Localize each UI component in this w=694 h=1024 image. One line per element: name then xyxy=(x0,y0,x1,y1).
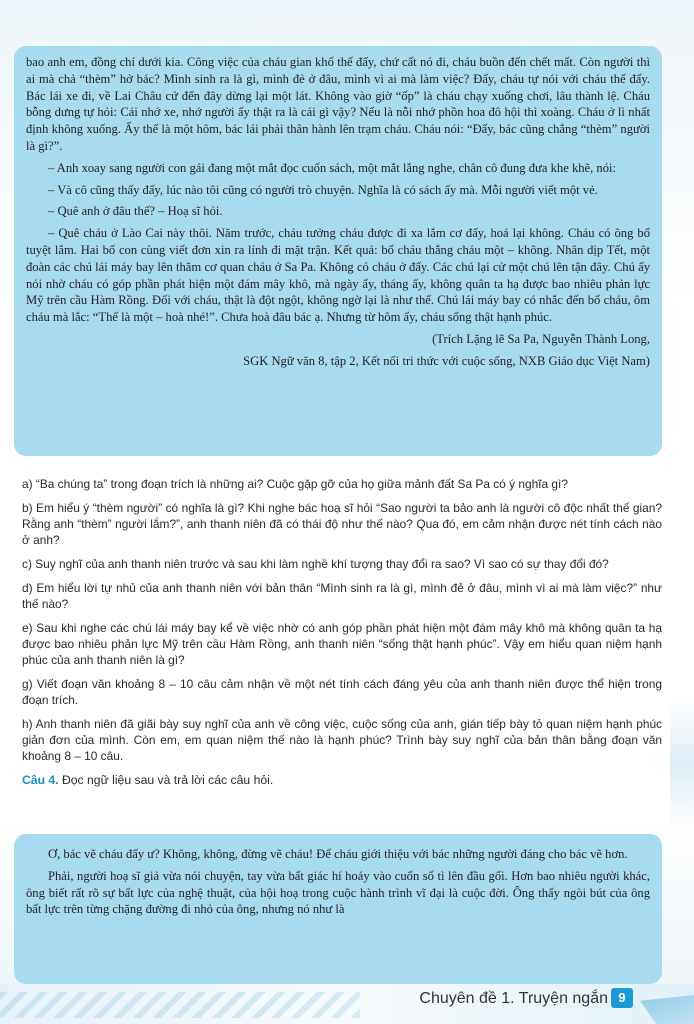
question-4-heading xyxy=(22,772,662,788)
passage-paragraph: bao anh em, đồng chí dưới kia. Công việc của cháu gian khổ thế đấy, chứ cất nó đi, cháu buồn đến chết mất. Còn người thì ai mà chả “thèm” hở bác? Mình sinh ra là gì, mình đẻ ở đâu, mình vì ai mà làm việc? Đấy, cháu tự nói với cháu thế đấy. Bác lái xe đi, về Lai Châu cứ đến đây dừng lại một lát. Không vào giờ “ốp” là cháu chạy xuống chơi, lâu thành lệ. Cháu bỗng dưng tự hỏi: Cái nhớ xe, nhớ người ấy thật ra là cái gì vậy? Nếu là nỗi nhớ phồn hoa đô hội thì xoàng. Cháu ở lì nhất định không xuống. Ấy thế là một hôm, bác lái phải thân hành lên trạm cháu. Cháu nói: “Đấy, bác cũng chẳng “thèm” người là gì?”. xyxy=(26,55,650,153)
passage-box-2 xyxy=(14,834,662,984)
passage-box-1 xyxy=(14,46,662,456)
question-g: g) Viết đoạn văn khoảng 8 – 10 câu cảm nhận về một nét tính cách đáng yêu của anh thanh niên được thể hiện trong đoạn trích. xyxy=(22,677,662,707)
question-b: b) Em hiểu ý “thèm người” có nghĩa là gì? Khi nghe bác hoạ sĩ hỏi “Sao người ta bảo anh là người cô độc nhất thế gian? Rằng anh “thèm” người lắm?”, anh thanh niên đã có thái độ như thế nào? Qua đó, em cảm nhận được nét tính cách nào ở anh? xyxy=(22,501,662,547)
source-citation-line1: (Trích Lặng lẽ Sa Pa, Nguyễn Thành Long, xyxy=(432,331,650,346)
source-citation-line2: SGK Ngữ văn 8, tập 2, Kết nối tri thức với cuộc sống, NXB Giáo dục Việt Nam) xyxy=(243,353,650,368)
question-d: d) Em hiểu lời tự nhủ của anh thanh niên với bản thân “Mình sinh ra là gì, mình đẻ ở đâu, mình vì ai mà làm việc?” như thế nào? xyxy=(22,581,662,611)
passage-paragraph: – Quê anh ở đâu thế? – Hoạ sĩ hỏi. xyxy=(48,204,223,219)
page-number: 9 xyxy=(611,988,633,1008)
question-4-label: Câu 4. xyxy=(22,773,59,787)
passage-paragraph: – Quê cháu ở Lào Cai này thôi. Năm trước, cháu tưởng cháu được đi xa lắm cơ đấy, hoá lại không. Cháu có ông bố tuyệt lắm. Hai bố con cùng viết đơn xin ra lính đi mặt trận. Kết quả: bố cháu thắng cháu một – không. Nhân dịp Tết, một đoàn các chú lái máy bay lên thăm cơ quan cháu ở Sa Pa. Không có cháu ở đấy. Các chú lại cử một chú lên tận đây. Chú ấy nói nhờ cháu có góp phần phát hiện một đám mây khô, mà ngày ấy, tháng ấy, không quân ta hạ được bao nhiêu phản lực Mỹ trên cầu Hàm Rồng. Đối với cháu, thật là đột ngột, không ngờ lại là như thế. Chú lái máy bay có nhắc đến bố cháu, ôm cháu mà lắc: “Thế là một – hoà nhé!”. Chưa hoà đâu bác ạ. Nhưng từ hôm ấy, cháu sống thật hạnh phúc. xyxy=(26,226,650,325)
question-c: c) Suy nghĩ của anh thanh niên trước và sau khi làm nghề khí tượng thay đổi ra sao? Vì sao có sự thay đổi đó? xyxy=(22,557,609,571)
passage-paragraph: Phải, người hoạ sĩ giả vừa nói chuyện, tay vừa bất giác hí hoáy vào cuốn sổ tì lên đầu gối. Hơn bao nhiêu người khác, ông biết rất rõ sự bất lực của nghệ thuật, của hội hoạ trong cuộc hành trình vĩ đại là cuộc đời. Ông thấy ngòi bút của ông bất lực trên từng chặng đường đi nhỏ của ông, nhưng nó như là xyxy=(26,868,650,917)
question-h: h) Anh thanh niên đã giãi bày suy nghĩ của anh về công việc, cuộc sống của anh, gián tiếp bày tỏ quan niệm hạnh phúc giản đơn của mình. Còn em, em quan niệm thế nào là hạnh phúc? Trình bày suy nghĩ của bản thân bằng đoạn văn khoảng 8 – 10 câu. xyxy=(22,717,662,763)
footer-decoration xyxy=(0,992,360,1018)
passage-paragraph: Ơ, bác vẽ cháu đấy ư? Không, không, đừng vẽ cháu! Để cháu giới thiệu với bác những người đáng cho bác vẽ hơn. xyxy=(48,847,628,861)
passage-paragraph: – Và cô cũng thấy đấy, lúc nào tôi cũng có người trò chuyện. Nghĩa là có sách ấy mà. Mỗi người viết một vẻ. xyxy=(48,182,598,197)
question-list xyxy=(22,476,662,788)
question-4-text: Đọc ngữ liệu sau và trả lời các câu hỏi. xyxy=(58,773,274,787)
question-e: e) Sau khi nghe các chú lái máy bay kể về việc nhờ có anh góp phần phát hiện một đám mây khô mà không quân ta hạ được bao nhiêu phản lực Mỹ trên cầu Hàm Rồng, anh thanh niên “sống thật hạnh phúc”. Vậy em hiểu quan niệm hạnh phúc của anh thanh niên là gì? xyxy=(22,621,662,667)
footer-chapter-title: Chuyên đề 1. Truyện ngắn xyxy=(419,990,608,1007)
side-decoration xyxy=(670,700,694,830)
question-a: a) “Ba chúng ta” trong đoạn trích là những ai? Cuộc gặp gỡ của họ giữa mảnh đất Sa Pa có ý nghĩa gì? xyxy=(22,477,568,491)
passage-paragraph: – Anh xoay sang người con gái đang một mắt đọc cuốn sách, một mắt lắng nghe, chân cô đung đưa khe khẽ, nói: xyxy=(48,160,617,175)
